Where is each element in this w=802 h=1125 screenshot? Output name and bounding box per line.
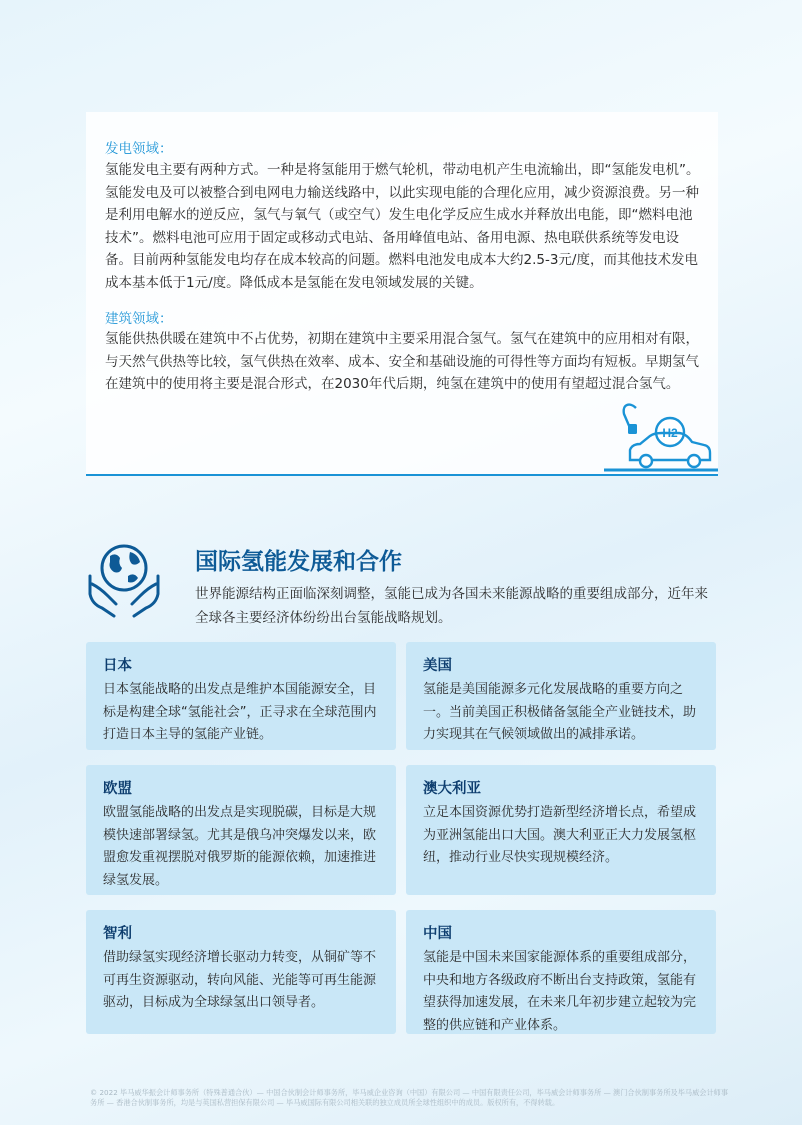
card-usa [406, 642, 716, 750]
power-section-title: 发电领域： [105, 141, 173, 157]
card-text: 借助绿氢实现经济增长驱动力转变，从铜矿等不可再生资源驱动，转向风能、光能等可再生能源驱动，目标成为全球绿氢出口领导者。 [103, 950, 377, 1010]
globe-hands-icon [86, 538, 162, 620]
card-chile [86, 910, 396, 1034]
copyright-footer: © 2022 毕马威华振会计师事务所（特殊普通合伙）— 中国合伙制会计师事务所，毕马威企业咨询（中国）有限公司 — 中国有限责任公司，毕马威会计师事务所 — 澳门合伙制事务所及毕马威会计师事务所 — 香港合伙制事务所，均是与英国私营担保有限公司 — 毕马威国际有限公司相关联的独立成员所全球性组织中的成员。版权所有，不得转载。 [90, 1088, 729, 1107]
building-section-title: 建筑领域： [105, 311, 173, 327]
h2-label: H2 [662, 426, 678, 440]
card-title: 中国 [423, 926, 452, 942]
building-section-text: 氢能供热供暖在建筑中不占优势，初期在建筑中主要采用混合氢气。氢气在建筑中的应用相对有限，与天然气供热等比较，氢气供热在效率、成本、安全和基础设施的可得性等方面均有短板。早期氢气在建筑中的使用将主要是混合形式，在2030年代后期，纯氢在建筑中的使用有望超过混合氢气。 [105, 331, 699, 392]
card-title: 日本 [103, 658, 132, 674]
international-title: 国际氢能发展和合作 [195, 549, 402, 575]
card-text: 立足本国资源优势打造新型经济增长点，希望成为亚洲氢能出口大国。澳大利亚正大力发展氢枢纽，推动行业尽快实现规模经济。 [423, 805, 697, 865]
card-title: 美国 [423, 658, 452, 674]
card-title: 智利 [103, 926, 132, 942]
card-text: 欧盟氢能战略的出发点是实现脱碳，目标是大规模快速部署绿氢。尤其是俄乌冲突爆发以来，欧盟愈发重视摆脱对俄罗斯的能源依赖，加速推进绿氢发展。 [103, 805, 377, 888]
card-australia [406, 765, 716, 895]
international-intro: 世界能源结构正面临深刻调整，氢能已成为各国未来能源战略的重要组成部分，近年来全球各主要经济体纷纷出台氢能战略规划。 [195, 586, 708, 626]
hydrogen-car-icon [600, 398, 718, 476]
card-china [406, 910, 716, 1034]
power-section-text: 氢能发电主要有两种方式。一种是将氢能用于燃气轮机，带动电机产生电流输出，即“氢能发电机”。氢能发电及可以被整合到电网电力输送线路中，以此实现电能的合理化应用，减少资源浪费。另一种是利用电解水的逆反应，氢气与氧气（或空气）发生电化学反应生成水并释放出电能，即“燃料电池技术”。燃料电池可应用于固定或移动式电站、备用峰值电站、备用电源、热电联供系统等发电设备。目前两种氢能发电均存在成本较高的问题。燃料电池发电成本大约2.5-3元/度，而其他技术发电成本基本低于1元/度。降低成本是氢能在发电领域发展的关键。 [105, 162, 700, 291]
card-title: 澳大利亚 [423, 781, 481, 797]
card-title: 欧盟 [103, 781, 132, 797]
card-japan [86, 642, 396, 750]
card-eu [86, 765, 396, 895]
card-text: 日本氢能战略的出发点是维护本国能源安全，目标是构建全球“氢能社会”，正寻求在全球范围内打造日本主导的氢能产业链。 [103, 682, 377, 742]
card-text: 氢能是中国未来国家能源体系的重要组成部分，中央和地方各级政府不断出台支持政策，氢能有望获得加速发展，在未来几年初步建立起较为完整的供应链和产业体系。 [423, 950, 697, 1033]
card-text: 氢能是美国能源多元化发展战略的重要方向之一。当前美国正积极储备氢能全产业链技术，助力实现其在气候领域做出的减排承诺。 [423, 682, 697, 742]
